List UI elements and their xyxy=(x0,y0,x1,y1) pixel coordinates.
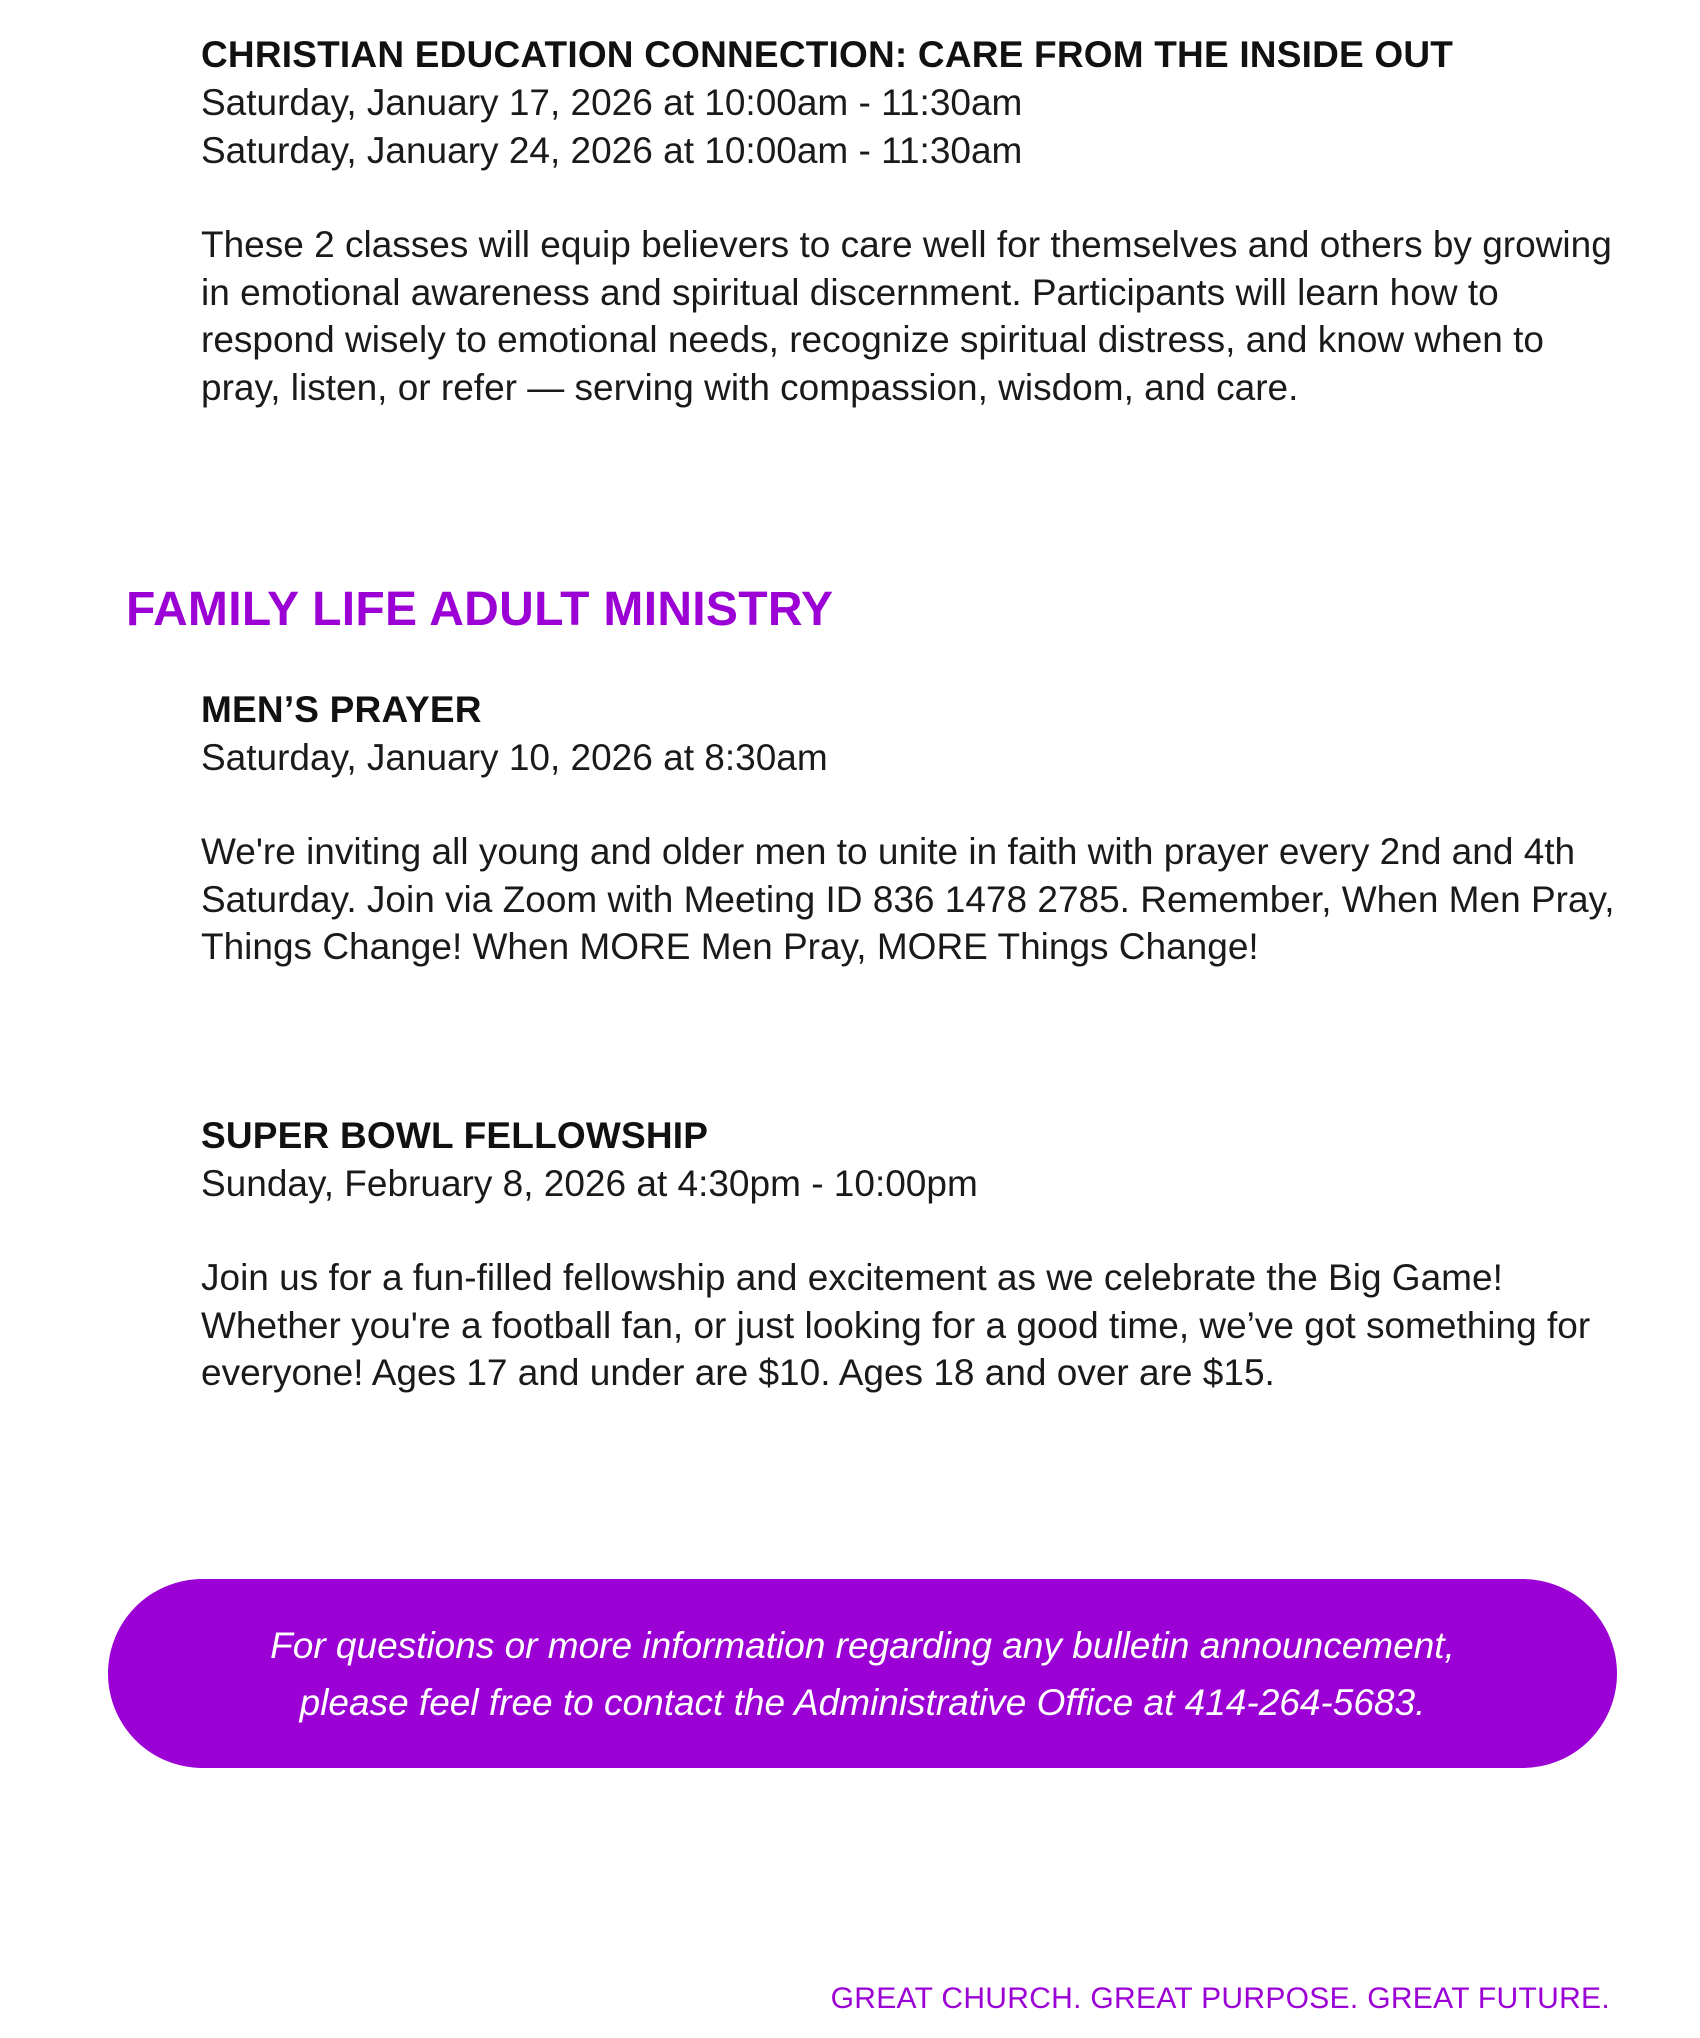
event-description: Join us for a fun-filled fellowship and excitement as we celebrate the Big Game! Whether you're a football fan, or just looking for a good time, we’ve got something for everyone! Ages 17 and under are $10. Ages 18 and over are $15. xyxy=(201,1257,1591,1393)
contact-line-1: For questions or more information regarding any bulletin announcement, xyxy=(270,1624,1455,1666)
event-description: These 2 classes will equip believers to care well for themselves and others by growing in emotional awareness and spiritual discernment. Participants will learn how to respond wisely to emotional needs, recognize spiritual distress, and know when to pray, listen, or refer — serving with compassion, wisdom, and care. xyxy=(201,224,1612,408)
event-date: Saturday, January 17, 2026 at 10:00am - 11:30am xyxy=(201,82,1023,123)
footer-tagline: GREAT CHURCH. GREAT PURPOSE. GREAT FUTURE. xyxy=(830,1982,1610,2015)
event-title: CHRISTIAN EDUCATION CONNECTION: CARE FROM THE INSIDE OUT xyxy=(201,34,1454,75)
event-description: We're inviting all young and older men to unite in faith with prayer every 2nd and 4th Saturday. Join via Zoom with Meeting ID 836 1478 2785. Remember, When Men Pray, Things Change! When MORE Men Pray, MORE Things Change! xyxy=(201,831,1615,967)
super-bowl-event xyxy=(201,1112,1621,1397)
christian-education-event xyxy=(201,31,1621,411)
section-heading: FAMILY LIFE ADULT MINISTRY xyxy=(126,583,834,636)
event-title: SUPER BOWL FELLOWSHIP xyxy=(201,1115,709,1156)
contact-banner xyxy=(108,1579,1617,1768)
contact-line-2: please feel free to contact the Administrative Office at 414-264-5683. xyxy=(299,1681,1426,1723)
event-title: MEN’S PRAYER xyxy=(201,689,482,730)
event-date: Sunday, February 8, 2026 at 4:30pm - 10:00pm xyxy=(201,1163,978,1204)
event-date: Saturday, January 24, 2026 at 10:00am - 11:30am xyxy=(201,130,1023,171)
event-date: Saturday, January 10, 2026 at 8:30am xyxy=(201,737,828,778)
mens-prayer-event xyxy=(201,686,1621,971)
contact-text xyxy=(270,1617,1455,1731)
